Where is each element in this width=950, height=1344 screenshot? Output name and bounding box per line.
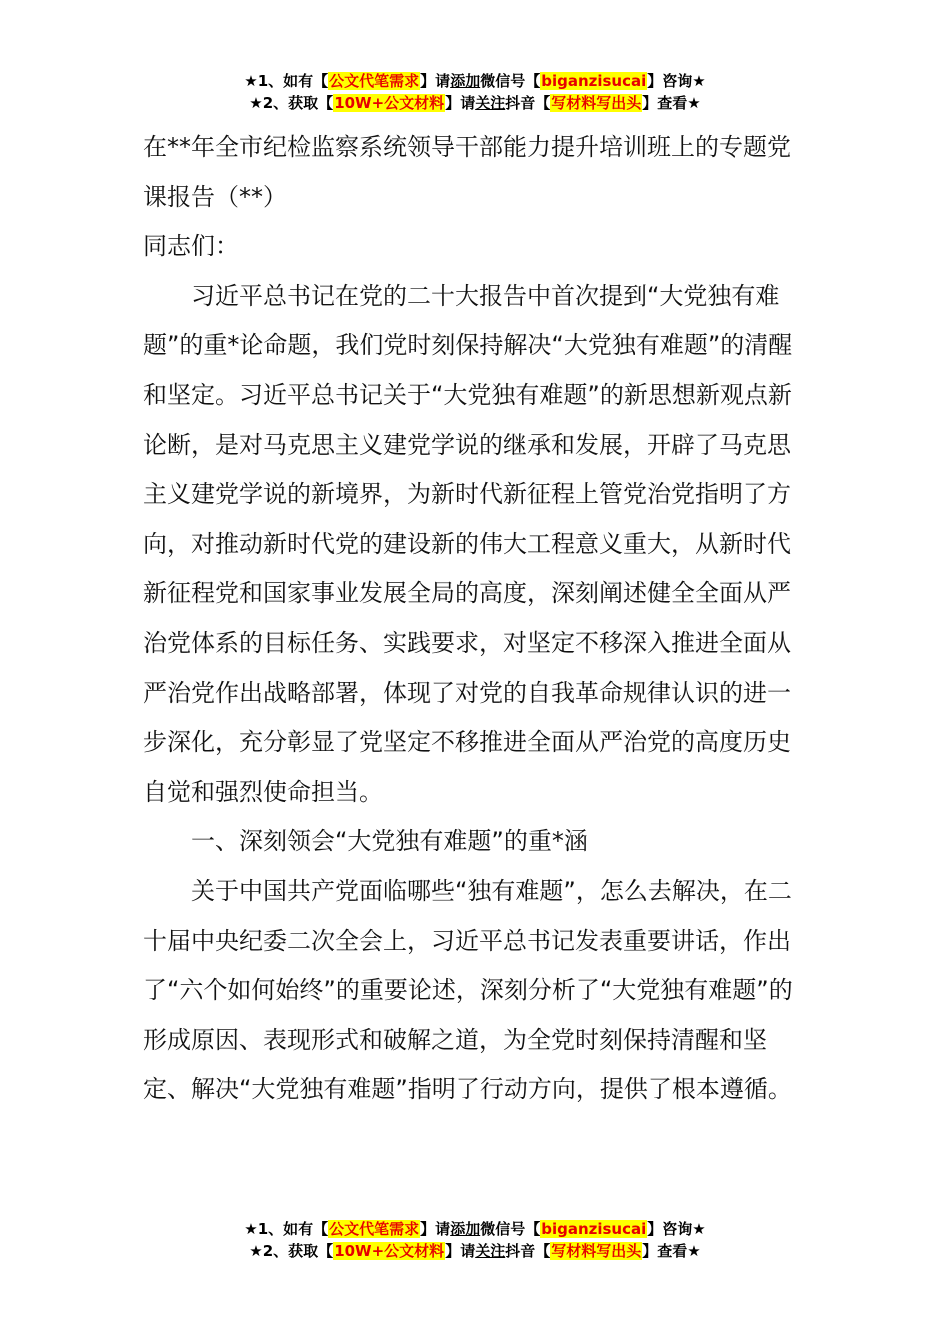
promo-text: 微信号【 [480,72,541,90]
promo-text: 】请 [445,94,476,112]
promo-text: 2、获取【 [262,94,334,112]
promo-underline: 添加 [450,1220,481,1238]
promo-text: 】请 [420,1220,451,1238]
promo-line-1 [0,1218,950,1240]
promo-line-2 [0,1240,950,1262]
promo-line-2 [0,92,950,114]
promo-highlight: 10W+公文材料 [334,94,445,112]
promo-underline: 关注 [475,94,506,112]
promo-text: 1、如有【 [257,1220,329,1238]
top-promo-banner [0,70,950,114]
salutation: 同志们： [143,232,239,261]
promo-text: 】咨询★ [647,72,706,90]
star-icon: ★ [249,1242,263,1260]
promo-text: 】查看★ [642,1242,701,1260]
promo-text: 微信号【 [480,1220,541,1238]
star-icon: ★ [249,94,263,112]
promo-text: 抖音【 [505,94,551,112]
paragraph-2: 关于中国共产党面临哪些“独有难题”，怎么去解决，在二十届中央纪委二次全会上，习近平总书记发表重要讲话，作出了“六个如何始终”的重要论述，深刻分析了“大党独有难题”的形成原因、表现形式和破解之道，为全党时刻保持清醒和坚定、解决“大党独有难题”指明了行动方向，提供了根本遵循。 [143,876,793,1104]
document-title: 在**年全市纪检监察系统领导干部能力提升培训班上的专题党课报告（**） [143,133,791,211]
bottom-promo-banner [0,1218,950,1262]
promo-highlight-wechat: biganzisucai [541,72,647,90]
promo-highlight: 10W+公文材料 [334,1242,445,1260]
promo-line-1 [0,70,950,92]
promo-highlight-wechat: biganzisucai [541,1220,647,1238]
section-heading-1: 一、深刻领会“大党独有难题”的重*涵 [191,827,588,856]
paragraph-1: 习近平总书记在党的二十大报告中首次提到“大党独有难题”的重*论命题，我们党时刻保持解决“大党独有难题”的清醒和坚定。习近平总书记关于“大党独有难题”的新思想新观点新论断，是对马克思主义建党学说的继承和发展，开辟了马克思主义建党学说的新境界，为新时代新征程上管党治党指明了方向，对推动新时代党的建设新的伟大工程意义重大，从新时代新征程党和国家事业发展全局的高度，深刻阐述健全全面从严治党体系的目标任务、实践要求，对坚定不移深入推进全面从严治党作出战略部署，体现了对党的自我革命规律认识的进一步深化，充分彰显了党坚定不移推进全面从严治党的高度历史自觉和强烈使命担当。 [143,281,793,806]
promo-highlight-douyin: 写材料写出头 [551,1242,642,1260]
promo-text: 1、如有【 [257,72,329,90]
promo-highlight: 公文代笔需求 [329,72,420,90]
star-icon: ★ [244,1220,258,1238]
promo-highlight: 公文代笔需求 [329,1220,420,1238]
promo-text: 】查看★ [642,94,701,112]
promo-text: 】咨询★ [647,1220,706,1238]
promo-text: 】请 [420,72,451,90]
promo-underline: 关注 [475,1242,506,1260]
promo-text: 2、获取【 [262,1242,334,1260]
star-icon: ★ [244,72,258,90]
document-body [143,123,813,1115]
promo-text: 抖音【 [505,1242,551,1260]
promo-highlight-douyin: 写材料写出头 [551,94,642,112]
promo-underline: 添加 [450,72,481,90]
promo-text: 】请 [445,1242,476,1260]
